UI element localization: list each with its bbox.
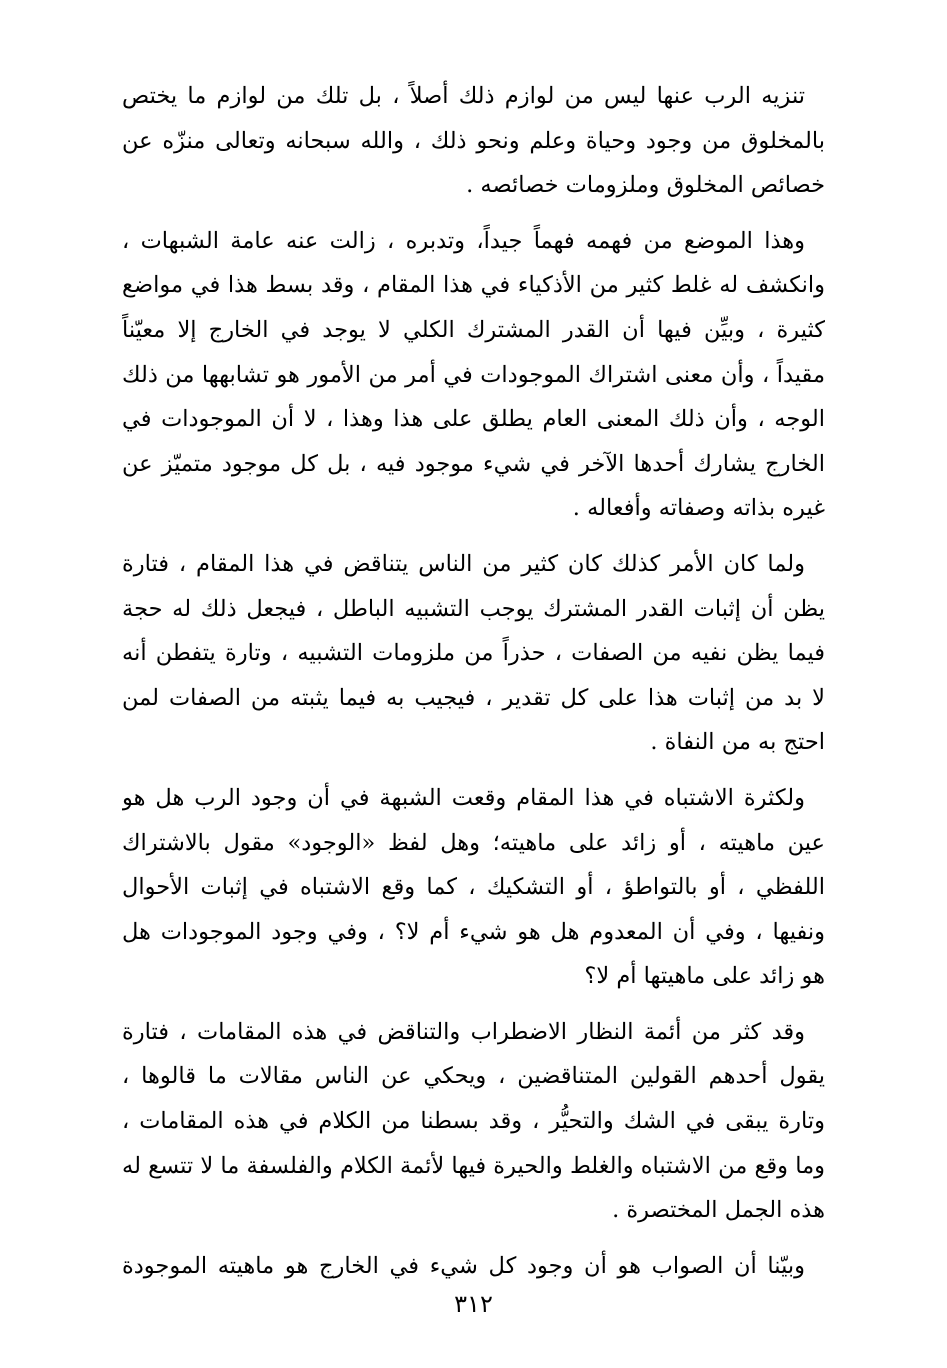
text-line: يظن أن إثبات القدر المشترك يوجب التشبيه الباطل ، فيجعل ذلك له حجة [122, 595, 825, 622]
text-line: لا بد من إثبات هذا على كل تقدير ، فيجيب به فيما يثبته من الصفات لمن [122, 684, 825, 711]
text-line: اللفظي ، أو بالتواطؤ ، أو التشكيك ، كما وقع الاشتباه في إثبات الأحوال [122, 874, 825, 901]
text-line: وما وقع من الاشتباه والغلط والحيرة فيها لأئمة الكلام والفلسفة ما لا تتسع له [122, 1152, 825, 1179]
text-line: عين ماهيته ، أو زائد على ماهيته؛ وهل لفظ «الوجود» مقول بالاشتراك [122, 829, 825, 856]
text-line: وبيّنا أن الصواب هو أن وجود كل شيء في الخارج هو ماهيته الموجودة [122, 1252, 805, 1279]
paragraph [122, 74, 825, 208]
text-line: يقول أحدهم القولين المتناقضين ، ويحكي عن الناس مقالات ما قالوها ، [122, 1063, 825, 1090]
body-text [122, 74, 825, 1288]
text-line: تنزيه الرب عنها ليس من لوازم ذلك أصلاً ، بل تلك من لوازم ما يختص [122, 83, 805, 109]
paragraph [122, 542, 825, 765]
text-line: الوجه ، وأن ذلك المعنى العام يطلق على هذا وهذا ، لا أن الموجودات في [122, 406, 825, 433]
text-line: غيره بذاته وصفاته وأفعاله . [572, 495, 825, 522]
text-line: فيما يظن نفيه من الصفات ، حذراً من ملزومات التشبيه ، وتارة يتفطن أنه [122, 640, 825, 667]
paragraph-gap [122, 531, 825, 542]
page-number: ٣١٢ [454, 1290, 493, 1318]
text-line: خصائص المخلوق وملزومات خصائصه . [466, 172, 825, 199]
paragraph [122, 1244, 825, 1289]
paragraph [122, 1010, 825, 1233]
text-line: وقد كثر من أئمة النظار الاضطراب والتناقض في هذه المقامات ، فتارة [122, 1018, 805, 1045]
text-line: مقيداً ، وأن معنى اشتراك الموجودات في أمر من الأمور هو تشابهها من ذلك [122, 361, 825, 388]
text-line: وتارة يبقى في الشك والتحيُّر ، وقد بسطنا من الكلام في هذه المقامات ، [122, 1108, 825, 1135]
text-line: ولما كان الأمر كذلك كان كثير من الناس يتناقض في هذا المقام ، فتارة [122, 550, 805, 577]
paragraph-gap [122, 208, 825, 219]
paragraph-gap [122, 765, 825, 776]
text-line: ونفيها ، وفي أن المعدوم هل هو شيء أم لا؟ ، وفي وجود الموجودات هل [122, 918, 825, 945]
paragraph-gap [122, 1233, 825, 1244]
paragraph [122, 219, 825, 531]
text-line: الخارج يشارك أحدها الآخر في شيء موجود فيه ، بل كل موجود متميّز عن [122, 450, 825, 477]
text-line: بالمخلوق من وجود وحياة وعلم ونحو ذلك ، والله سبحانه وتعالى منزّه عن [122, 127, 825, 154]
text-line: ولكثرة الاشتباه في هذا المقام وقعت الشبهة في أن وجود الرب هل هو [122, 784, 805, 811]
paragraph [122, 776, 825, 999]
text-line: هو زائد على ماهيتها أم لا؟ [584, 963, 825, 990]
text-line: وانكشف له غلط كثير من الأذكياء في هذا المقام ، وقد بسط هذا في مواضع [122, 272, 825, 299]
text-line: وهذا الموضع من فهمه فهماً جيداً، وتدبره ، زالت عنه عامة الشبهات ، [122, 227, 805, 254]
text-line: كثيرة ، وبيِّن فيها أن القدر المشترك الكلي لا يوجد في الخارج إلا معيّناً [122, 316, 825, 343]
text-line: احتج به من النفاة . [650, 729, 825, 756]
paragraph-gap [122, 999, 825, 1010]
text-line: هذه الجمل المختصرة . [612, 1197, 825, 1224]
